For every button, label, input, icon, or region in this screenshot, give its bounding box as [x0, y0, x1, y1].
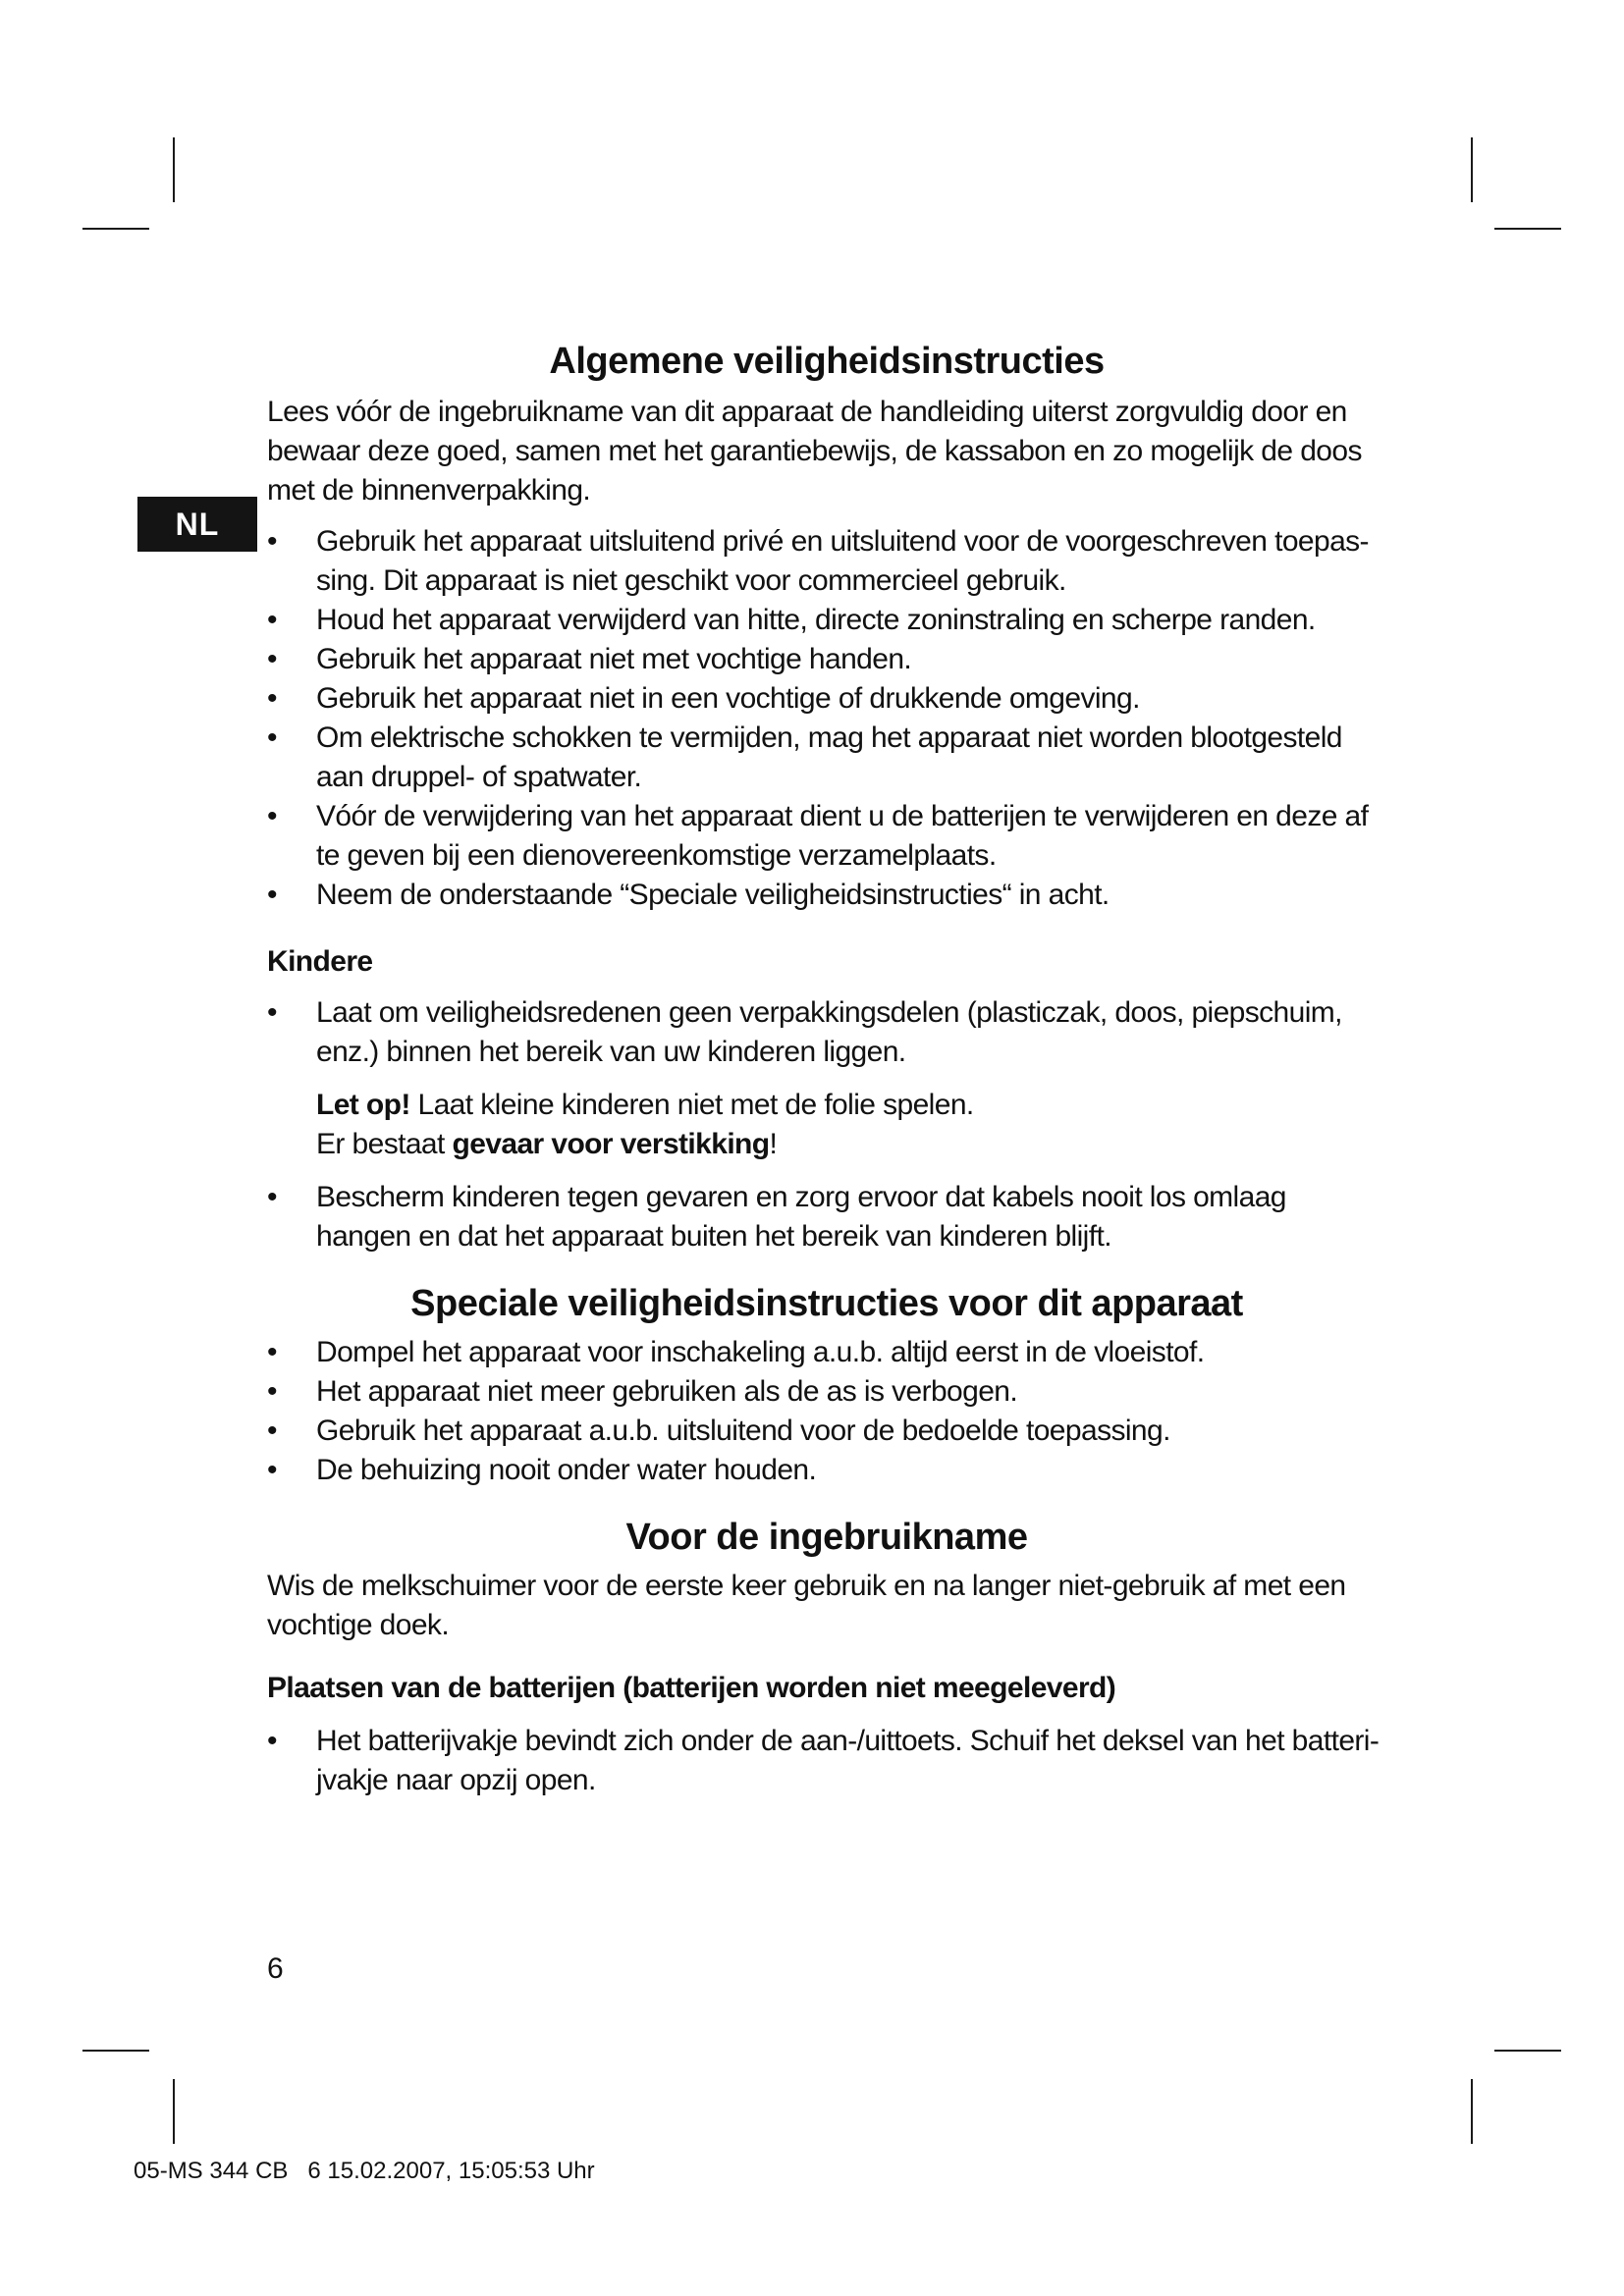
- list-item: • Vóór de verwijdering van het apparaat dient u de batterijen te verwijderen en deze af te geven bij een dienovereenkomstige verzamelplaats.: [267, 797, 1386, 876]
- list-item: • Neem de onderstaande “Speciale veiligheidsinstructies“ in acht.: [267, 876, 1386, 915]
- crop-mark-bottom-right-horizontal: [1494, 2050, 1561, 2052]
- crop-mark-bottom-left-horizontal: [82, 2050, 149, 2052]
- danger-bold: gevaar voor verstikking: [452, 1128, 770, 1160]
- warning-line-2: [316, 1125, 1386, 1164]
- list-item: • Gebruik het apparaat niet in een vochtige of drukkende omgeving.: [267, 679, 1386, 719]
- danger-prefix: Er bestaat: [316, 1128, 453, 1160]
- batteries-heading: Plaatsen van de batterijen (batterijen worden niet meegeleverd): [267, 1672, 1116, 1704]
- list-item: • Gebruik het apparaat uitsluitend privé en uitsluitend voor de voorgeschreven toepas-sing. Dit apparaat is niet geschikt voor commercieel gebruik.: [267, 522, 1386, 601]
- choking-warning: [267, 1086, 1386, 1164]
- section-title-before-use: Voor de ingebruikname: [625, 1517, 1028, 1558]
- page-number: 6: [267, 1952, 284, 1985]
- crop-mark-bottom-left-vertical: [173, 2079, 175, 2144]
- list-item: • Het batterijvakje bevindt zich onder de aan-/uittoets. Schuif het deksel van het batteri-jvakje naar opzij open.: [267, 1722, 1386, 1800]
- crop-mark-bottom-right-vertical: [1471, 2079, 1473, 2144]
- crop-mark-top-left-vertical: [173, 137, 175, 202]
- children-bullet-list-1: [267, 993, 1386, 1072]
- page-content: [267, 332, 1386, 1800]
- special-bullet-list: [267, 1333, 1386, 1490]
- list-item: • Het apparaat niet meer gebruiken als de as is verbogen.: [267, 1372, 1386, 1412]
- warning-text: Laat kleine kinderen niet met de folie spelen.: [409, 1089, 974, 1121]
- before-use-intro: Wis de melkschuimer voor de eerste keer gebruik en na langer niet-gebruik af met een vochtige doek.: [267, 1570, 1346, 1641]
- crop-mark-top-left-horizontal: [82, 228, 149, 230]
- crop-mark-top-right-vertical: [1471, 137, 1473, 202]
- list-item: • Laat om veiligheidsredenen geen verpakkingsdelen (plasticzak, doos, piepschuim, enz.) binnen het bereik van uw kinderen liggen.: [267, 993, 1386, 1072]
- list-item: • Dompel het apparaat voor inschakeling a.u.b. altijd eerst in de vloeistof.: [267, 1333, 1386, 1372]
- language-tab: NL: [137, 497, 257, 552]
- list-item: • De behuizing nooit onder water houden.: [267, 1451, 1386, 1490]
- warning-label: Let op!: [316, 1089, 410, 1121]
- children-bullet-list-2: [267, 1178, 1386, 1256]
- list-item: • Gebruik het apparaat a.u.b. uitsluitend voor de bedoelde toepassing.: [267, 1412, 1386, 1451]
- batteries-bullet-list: [267, 1722, 1386, 1800]
- list-item: • Gebruik het apparaat niet met vochtige handen.: [267, 640, 1386, 679]
- section-title-general: Algemene veiligheidsinstructies: [549, 341, 1105, 382]
- danger-suffix: !: [769, 1128, 778, 1160]
- children-heading: Kindere: [267, 945, 373, 978]
- print-slug: 05-MS 344 CB 6 15.02.2007, 15:05:53 Uhr: [134, 2158, 595, 2184]
- general-bullet-list: [267, 522, 1386, 915]
- crop-mark-top-right-horizontal: [1494, 228, 1561, 230]
- list-item: • Bescherm kinderen tegen gevaren en zorg ervoor dat kabels nooit los omlaag hangen en dat het apparaat buiten het bereik van kinderen blijft.: [267, 1178, 1386, 1256]
- section-title-special: Speciale veiligheidsinstructies voor dit apparaat: [410, 1283, 1243, 1324]
- list-item: • Om elektrische schokken te vermijden, mag het apparaat niet worden blootgesteld aan druppel- of spatwater.: [267, 719, 1386, 797]
- warning-line-1: [316, 1086, 1386, 1125]
- general-intro: Lees vóór de ingebruikname van dit apparaat de handleiding uiterst zorgvuldig door en bewaar deze goed, samen met het garantiebewijs, de kassabon en zo mogelijk de doos met de binnenverpakking.: [267, 396, 1362, 507]
- list-item: • Houd het apparaat verwijderd van hitte, directe zoninstraling en scherpe randen.: [267, 601, 1386, 640]
